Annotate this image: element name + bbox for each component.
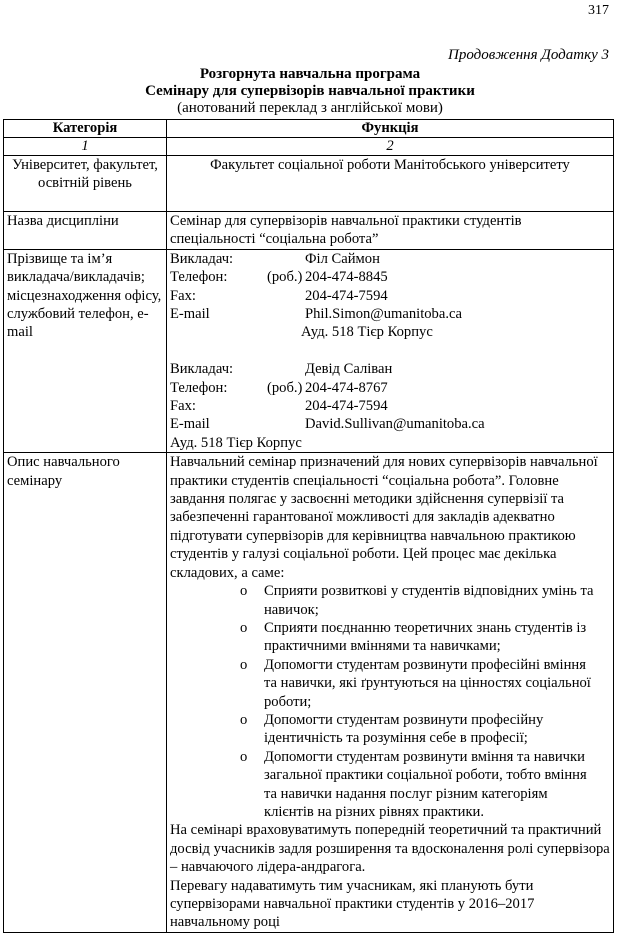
header-category: Категорія [4,120,167,138]
title-line-2: Семінару для супервізорів навчальної практики [145,83,475,99]
description-outro-2: Перевагу надаватимуть тим учасникам, які планують бути супервізорами навчальної практики студентів у 2016–2017 навчальному році [170,877,535,931]
teacher2-fax-row [170,397,610,415]
list-item: o Сприяти поєднанню теоретичних знань студентів із практичними вміннями та навичками; [240,619,587,655]
teacher2-email: David.Sullivan@umanitoba.ca [305,416,485,433]
list-item: o Допомогти студентам розвинути професійні вміння та навички, які ґрунтуються на цінностях соціальної роботи; [240,656,591,710]
category-description: Опис навчального семінару [4,453,167,933]
bullet-circle-icon: o [240,583,248,600]
description-outro-1: На семінарі враховуватимуть попередній теоретичний та практичний досвід учасників задля розширення та вдосконалення ролі супервізора – навчаючого лідера-андрагога. [170,822,610,876]
teacher2-phone-note: (роб.) [267,379,303,396]
program-table [3,119,614,933]
category-discipline: Назва дисципліни [4,212,167,250]
bullet-circle-icon: o [240,711,248,728]
teacher1-fax: 204-474-7594 [305,287,388,304]
bullet-circle-icon: o [240,619,248,636]
teacher2-phone: 204-474-8767 [305,379,388,396]
column-number-1: 1 [4,138,167,156]
teacher2-fax: 204-474-7594 [305,398,388,415]
teacher1-fax-row [170,287,610,305]
header-row [4,120,614,138]
column-number-row [4,138,614,156]
teacher2-fax-label: Fax: [170,398,196,415]
teacher1-name: Філ Саймон [305,250,380,267]
teacher1-name-row [170,250,610,268]
value-teachers [167,249,614,452]
teacher2-email-label: E-mail [170,416,210,433]
title-line-1: Розгорнута навчальна програма [199,66,421,82]
teacher2-name-row [170,360,610,378]
teacher1-office: Ауд. 518 Тієр Корпус [301,324,433,341]
teacher1-label: Викладач: [170,250,234,267]
table-row-university [4,156,614,212]
teacher2-office: Ауд. 518 Тієр Корпус [170,434,302,451]
teacher1-email-row [170,305,610,323]
list-item: o Сприяти розвиткові у студентів відповідних умінь та навичок; [240,583,594,618]
category-teachers: Прізвище та ім’я викладача/викладачів; місцезнаходження офісу, службовий телефон, e-mail [4,249,167,452]
bullet-circle-icon: o [240,656,248,673]
teacher2-email-row [170,415,610,433]
teacher2-phone-row [170,379,610,397]
value-description [167,453,614,933]
column-number-2: 2 [167,138,614,156]
teacher1-phone: 204-474-8845 [305,269,388,286]
teacher1-phone-row [170,268,610,286]
document-title [0,66,620,117]
goals-list [170,582,610,821]
teacher1-email-label: E-mail [170,306,210,323]
teacher1-email: Phil.Simon@umanitoba.ca [305,306,462,323]
table-row-teachers [4,249,614,452]
page-number: 317 [588,3,609,18]
continuation-note: Продовження Додатку 3 [448,47,609,63]
teacher1-fax-label: Fax: [170,287,196,304]
header-function: Функція [167,120,614,138]
value-university: Факультет соціальної роботи Манітобського університету [167,156,614,212]
teacher2-phone-label: Телефон: [170,379,228,396]
value-discipline: Семінар для супервізорів навчальної практики студентів спеціальності “соціальна робота” [167,212,614,250]
category-university: Університет, факультет, освітній рівень [4,156,167,212]
teacher1-phone-note: (роб.) [267,269,303,286]
table-row-discipline [4,212,614,250]
table-row-description [4,453,614,933]
teacher1-phone-label: Телефон: [170,269,228,286]
bullet-circle-icon: o [240,748,248,765]
teacher2-label: Викладач: [170,361,234,378]
teacher2-name: Девід Саліван [305,361,393,378]
list-item: o Допомогти студентам розвинути професійну ідентичність та розуміння себе в професії; [240,711,544,747]
title-line-3: (анотований переклад з англійської мови) [177,100,443,116]
list-item: o Допомогти студентам розвинути вміння та навички загальної практики соціальної роботи, тобто вміння та навички надання послуг різним категоріям клієнтів на різних рівнях практики. [240,748,587,820]
description-intro: Навчальний семінар призначений для нових супервізорів навчальної практики студентів спеціальності “соціальна робота”. Головне завдання полягає у засвоєнні методики здійснення супервізії та забезпеченні гарантованої можливості для закладів адекватно підготувати супервізорів для керівництва навчальною практикою студентів у галузі соціальної роботи. Цей процес має декілька складових, а саме: [170,454,598,581]
